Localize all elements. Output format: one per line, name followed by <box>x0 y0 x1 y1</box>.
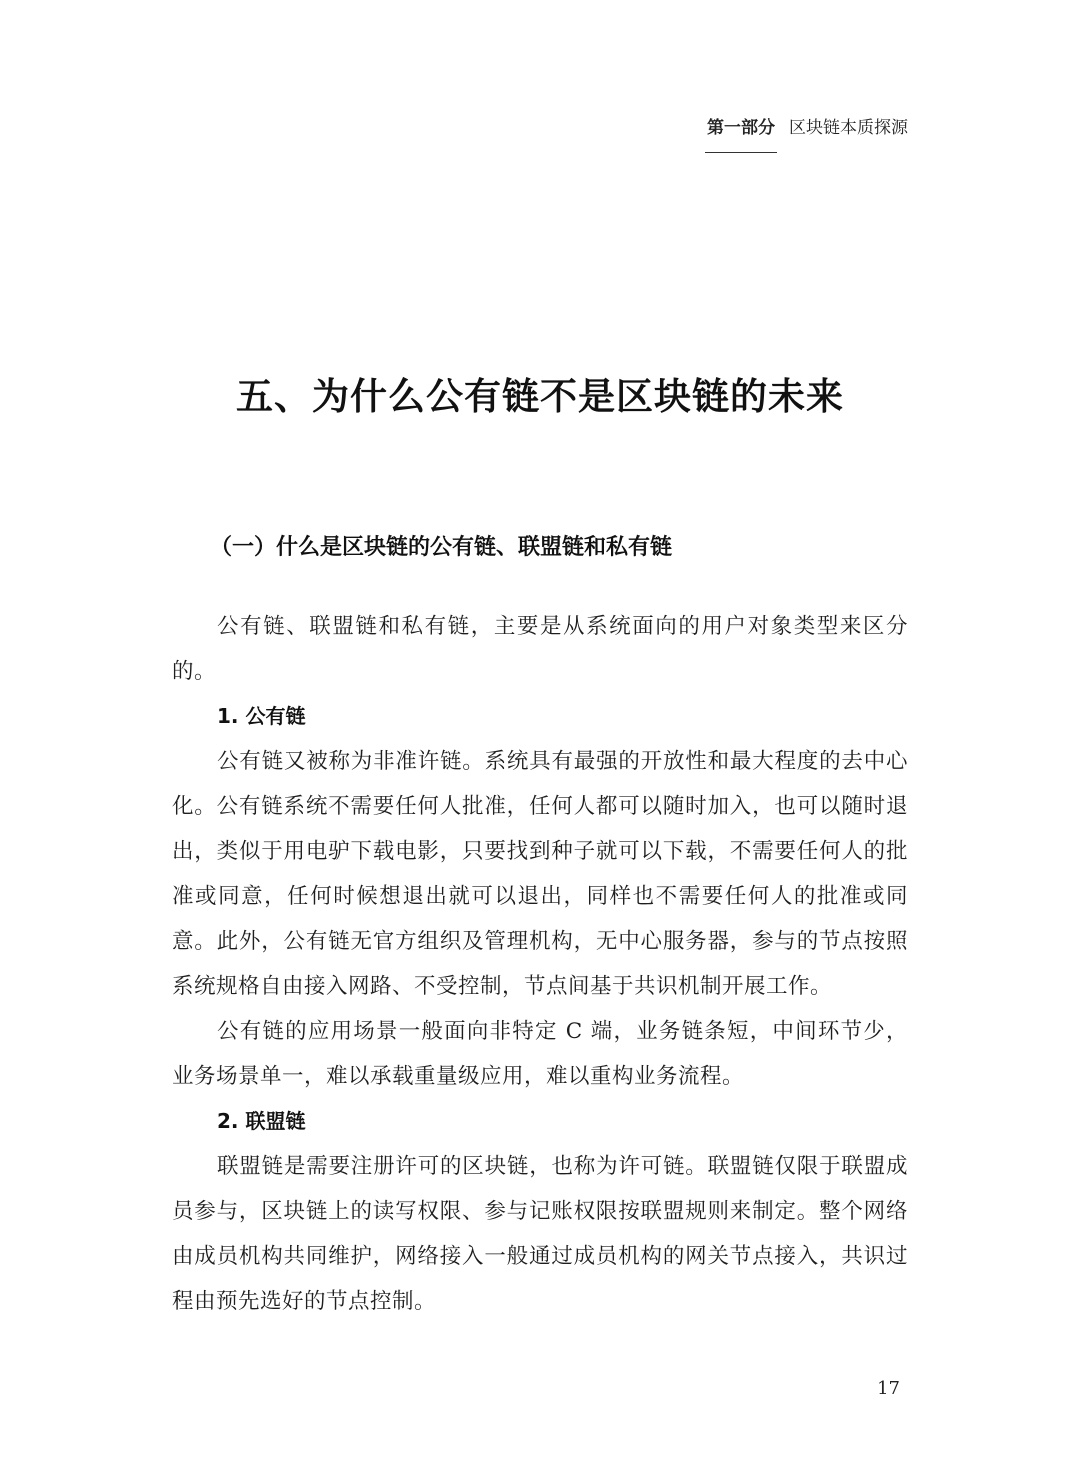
running-header <box>707 113 908 138</box>
public-chain-paragraph-1: 公有链又被称为非准许链。系统具有最强的开放性和最大程度的去中心化。公有链系统不需要任何人批准，任何人都可以随时加入，也可以随时退出，类似于用电驴下载电影，只要找到种子就可以下载，不需要任何人的批准或同意，任何时候想退出就可以退出，同样也不需要任何人的批准或同意。此外，公有链无官方组织及管理机构，无中心服务器，参与的节点按照系统规格自由接入网路、不受控制，节点间基于共识机制开展工作。 <box>172 749 908 999</box>
header-part-label: 第一部分 <box>707 113 775 138</box>
public-chain-paragraph-2: 公有链的应用场景一般面向非特定 C 端，业务链条短，中间环节少，业务场景单一，难以承载重量级应用，难以重构业务流程。 <box>172 1019 908 1089</box>
body-text <box>172 530 908 1324</box>
chapter-title: 五、为什么公有链不是区块链的未来 <box>236 374 844 418</box>
public-chain-heading: 1. 公有链 <box>217 704 306 728</box>
section-heading: （一）什么是区块链的公有链、联盟链和私有链 <box>210 535 673 560</box>
page-number: 17 <box>877 1378 900 1399</box>
header-section-title: 区块链本质探源 <box>789 118 908 138</box>
consortium-chain-paragraph-1: 联盟链是需要注册许可的区块链，也称为许可链。联盟链仅限于联盟成员参与，区块链上的读写权限、参与记账权限按联盟规则来制定。整个网络由成员机构共同维护，网络接入一般通过成员机构的网关节点接入，共识过程由预先选好的节点控制。 <box>172 1154 908 1314</box>
consortium-chain-heading: 2. 联盟链 <box>217 1109 306 1133</box>
intro-paragraph: 公有链、联盟链和私有链，主要是从系统面向的用户对象类型来区分的。 <box>172 614 908 684</box>
